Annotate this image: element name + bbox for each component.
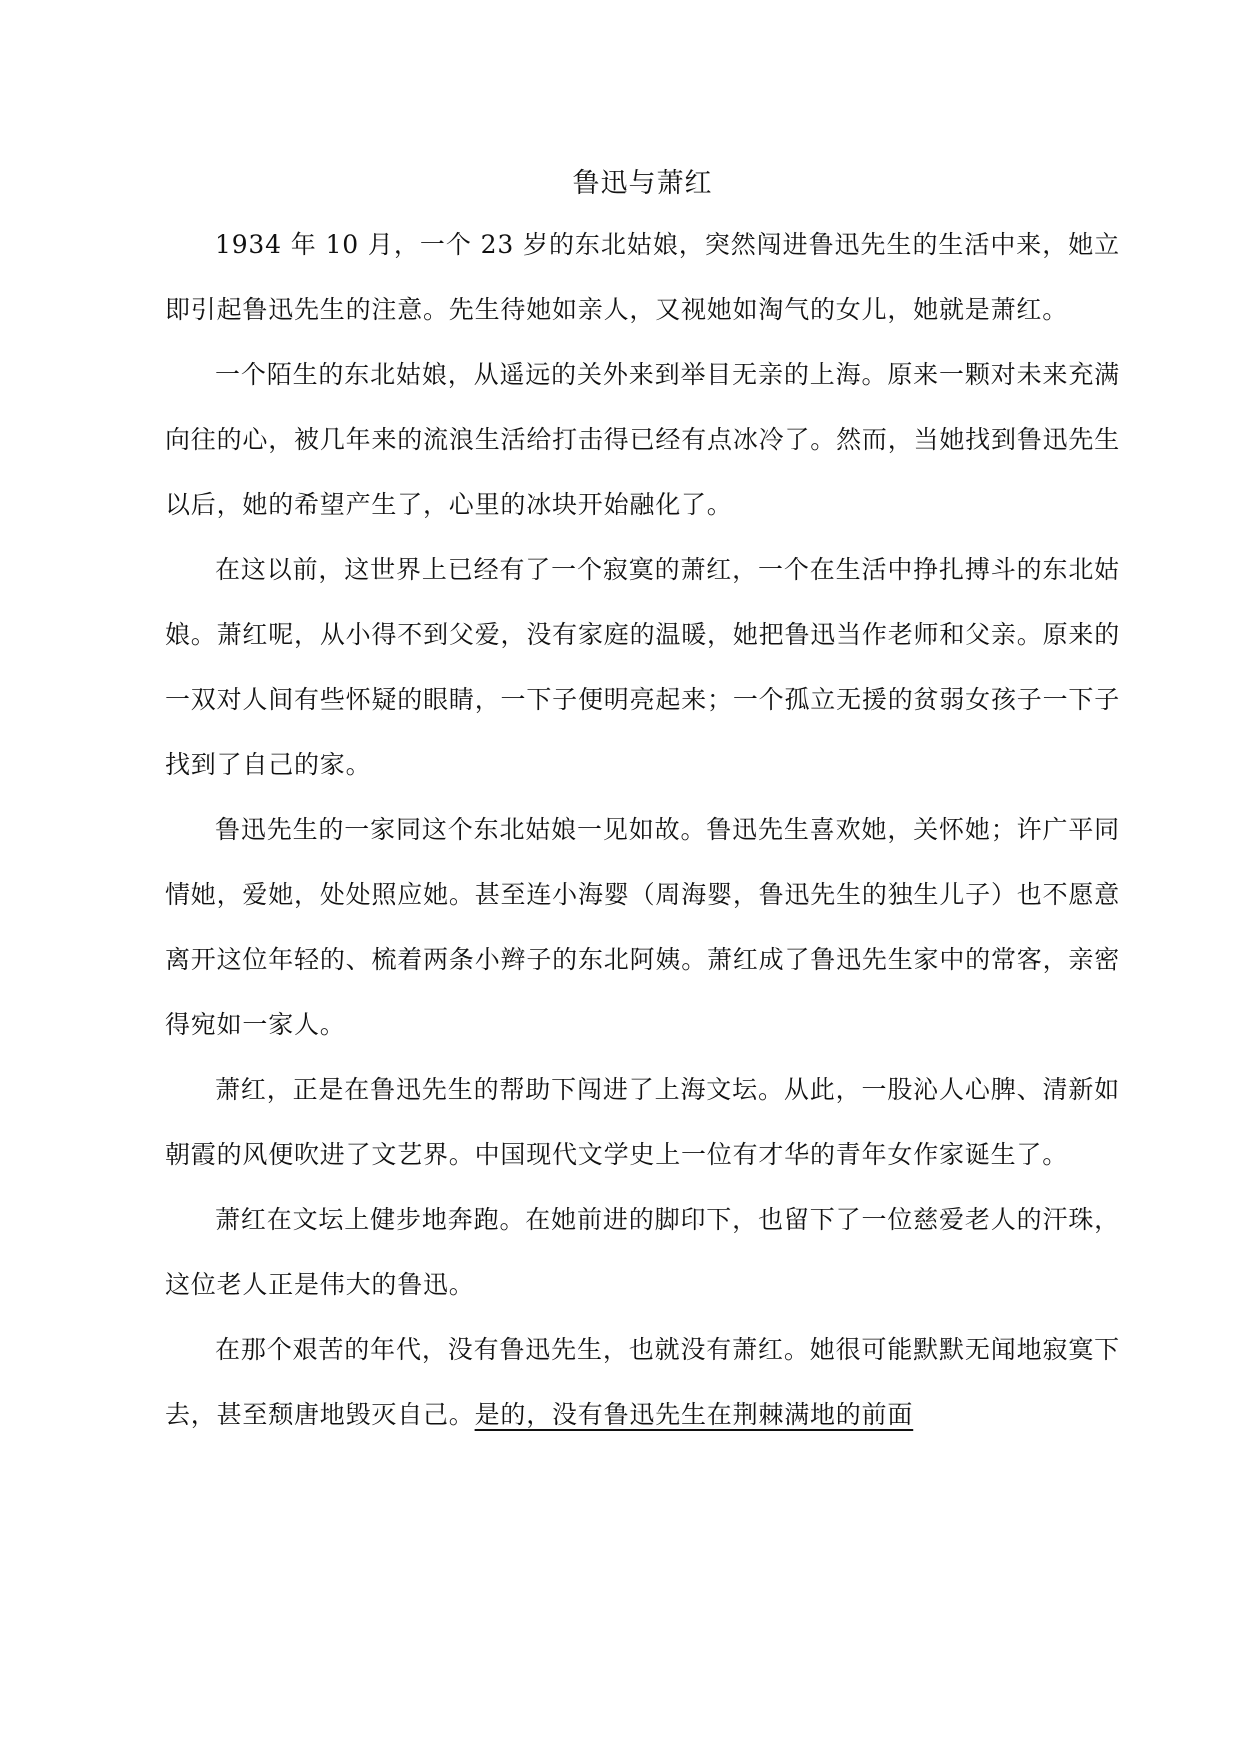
- underlined-sentence: 是的，没有鲁迅先生在荆棘满地的前面: [474, 1400, 914, 1429]
- paragraph-1: 1934 年 10 月，一个 23 岁的东北姑娘，突然闯进鲁迅先生的生活中来，她立即引起鲁迅先生的注意。先生待她如亲人，又视她如淘气的女儿，她就是萧红。: [165, 230, 1120, 324]
- paragraph-7-text: 在那个艰苦的年代，没有鲁迅先生，也就没有萧红。她很可能默默无闻地寂寞下去，甚至颓唐地毁灭自己。: [165, 1335, 1120, 1429]
- document-page: [165, 158, 1120, 1447]
- paragraph-4: 鲁迅先生的一家同这个东北姑娘一见如故。鲁迅先生喜欢她，关怀她；许广平同情她，爱她，处处照应她。甚至连小海婴（周海婴，鲁迅先生的独生儿子）也不愿意离开这位年轻的、梳着两条小辫子的东北阿姨。萧红成了鲁迅先生家中的常客，亲密得宛如一家人。: [165, 815, 1120, 1039]
- paragraph-5: 萧红，正是在鲁迅先生的帮助下闯进了上海文坛。从此，一股沁人心脾、清新如朝霞的风便吹进了文艺界。中国现代文学史上一位有才华的青年女作家诞生了。: [165, 1075, 1120, 1169]
- document-title: 鲁迅与萧红: [572, 168, 713, 199]
- paragraph-6: 萧红在文坛上健步地奔跑。在她前进的脚印下，也留下了一位慈爱老人的汗珠，这位老人正是伟大的鲁迅。: [165, 1205, 1120, 1299]
- paragraph-3: 在这以前，这世界上已经有了一个寂寞的萧红，一个在生活中挣扎搏斗的东北姑娘。萧红呢，从小得不到父爱，没有家庭的温暖，她把鲁迅当作老师和父亲。原来的一双对人间有些怀疑的眼睛，一下子便明亮起来；一个孤立无援的贫弱女孩子一下子找到了自己的家。: [165, 555, 1120, 779]
- paragraph-2: 一个陌生的东北姑娘，从遥远的关外来到举目无亲的上海。原来一颗对未来充满向往的心，被几年来的流浪生活给打击得已经有点冰冷了。然而，当她找到鲁迅先生以后，她的希望产生了，心里的冰块开始融化了。: [165, 360, 1120, 519]
- paragraph-7: [165, 1317, 1120, 1447]
